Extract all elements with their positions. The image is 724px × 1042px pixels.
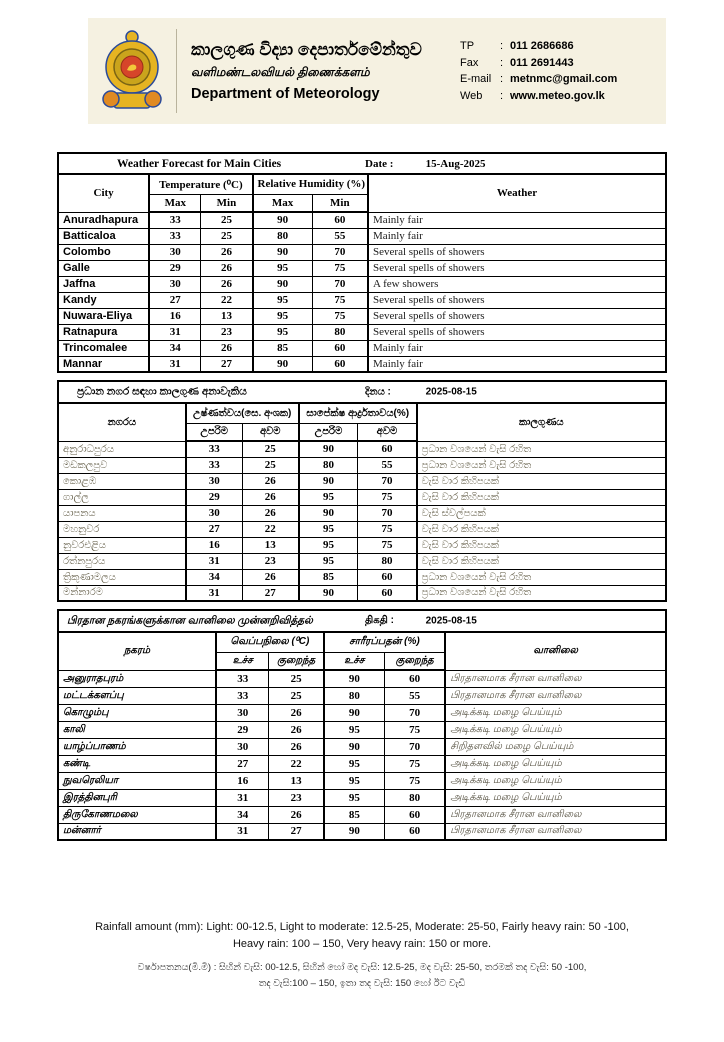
phone-number: 011 2686686 (510, 40, 574, 52)
table-row (58, 553, 666, 569)
rainfall-legend-english-line2: Heavy rain: 100 – 150, Very heavy rain: 150 or more. (232, 938, 492, 950)
temp-max-cell: 33 (149, 212, 201, 228)
humidity-min-cell: 60 (312, 340, 368, 356)
humidity-max-cell: 85 (253, 340, 313, 356)
weather-cell: Mainly fair (368, 340, 666, 356)
humidity-min-cell: 75 (358, 537, 417, 553)
table-row (58, 308, 666, 324)
humidity-min-cell: 75 (312, 292, 368, 308)
temp-min-cell: 22 (269, 755, 324, 772)
table-row (58, 738, 666, 755)
email-address: metnmc@gmail.com (510, 73, 618, 85)
humidity-min-cell: 60 (312, 212, 368, 228)
humidity-min-cell: 60 (384, 823, 445, 840)
temp-max-cell: 16 (149, 308, 201, 324)
contact-info (460, 38, 666, 104)
subheader-temp-min: අවම (242, 423, 299, 441)
temp-max-cell: 34 (186, 569, 243, 585)
date-value: 15-Aug-2025 (425, 157, 486, 170)
subheader-temp-min: Min (201, 194, 253, 212)
weather-cell: වැසි වාර කිහිපයක් (417, 553, 666, 569)
humidity-min-cell: 70 (384, 738, 445, 755)
temp-min-cell: 26 (269, 704, 324, 721)
city-cell: இரத்தினபுரி (58, 789, 216, 806)
humidity-min-cell: 80 (384, 789, 445, 806)
humidity-min-cell: 55 (384, 687, 445, 704)
temp-max-cell: 34 (216, 806, 269, 823)
weather-cell: වැසි වාර කිහිපයක් (417, 521, 666, 537)
temp-max-cell: 33 (216, 687, 269, 704)
temp-min-cell: 25 (242, 457, 299, 473)
humidity-max-cell: 80 (324, 687, 385, 704)
humidity-min-cell: 60 (384, 806, 445, 823)
humidity-max-cell: 90 (253, 244, 313, 260)
table-row (58, 772, 666, 789)
weather-cell: Several spells of showers (368, 308, 666, 324)
temp-max-cell: 30 (186, 473, 243, 489)
temp-min-cell: 23 (269, 789, 324, 806)
contact-label: E-mail (460, 73, 492, 85)
temp-min-cell: 13 (242, 537, 299, 553)
temp-max-cell: 30 (216, 738, 269, 755)
weather-cell: වැසි වාර කිහිපයක් (417, 489, 666, 505)
humidity-max-cell: 95 (299, 489, 358, 505)
table-row (58, 789, 666, 806)
table-title: Weather Forecast for Main Cities (117, 157, 282, 170)
table-row (58, 670, 666, 687)
table-row (58, 505, 666, 521)
temp-min-cell: 26 (242, 505, 299, 521)
humidity-max-cell: 80 (253, 228, 313, 244)
weather-cell: ප්‍රධාන වශයෙන් වැසි රහිත (417, 457, 666, 473)
humidity-max-cell: 85 (299, 569, 358, 585)
table-row (58, 721, 666, 738)
table-row (58, 260, 666, 276)
temp-max-cell: 27 (186, 521, 243, 537)
humidity-max-cell: 90 (253, 276, 313, 292)
humidity-max-cell: 95 (324, 721, 385, 738)
table-row (58, 356, 666, 372)
column-header-city: City (58, 174, 149, 212)
table-row (58, 489, 666, 505)
temp-min-cell: 25 (242, 441, 299, 457)
humidity-max-cell: 95 (299, 553, 358, 569)
humidity-max-cell: 90 (299, 585, 358, 601)
weather-cell: වැසි වාර කිහිපයක් (417, 473, 666, 489)
fax-number: 011 2691443 (510, 56, 574, 69)
subheader-humidity-min: Min (312, 194, 368, 212)
subheader-temp-min: குறைந்த (269, 652, 324, 670)
humidity-min-cell: 75 (312, 260, 368, 276)
temp-min-cell: 25 (201, 228, 253, 244)
humidity-max-cell: 90 (324, 704, 385, 721)
temp-min-cell: 26 (201, 260, 253, 276)
city-cell: Ratnapura (58, 324, 149, 340)
city-cell: Kandy (58, 292, 149, 308)
contact-tp (460, 38, 656, 55)
column-header-weather: வானிலை (445, 632, 666, 670)
column-header-weather: කාලගුණය (417, 403, 666, 441)
temp-max-cell: 31 (216, 823, 269, 840)
humidity-max-cell: 95 (299, 521, 358, 537)
department-title-english: Department of Meteorology (191, 85, 380, 102)
temp-min-cell: 25 (269, 670, 324, 687)
table-row (58, 521, 666, 537)
table-title-cell (58, 381, 666, 403)
weather-cell: அடிக்கடி மழை பெய்யும் (445, 772, 666, 789)
temp-max-cell: 33 (186, 457, 243, 473)
weather-cell: Several spells of showers (368, 244, 666, 260)
temp-max-cell: 33 (216, 670, 269, 687)
table-row (58, 212, 666, 228)
humidity-min-cell: 70 (384, 704, 445, 721)
table-row (58, 340, 666, 356)
humidity-max-cell: 80 (299, 457, 358, 473)
city-cell: ගාල්ල (58, 489, 186, 505)
humidity-max-cell: 95 (299, 537, 358, 553)
temp-min-cell: 26 (201, 340, 253, 356)
humidity-max-cell: 85 (324, 806, 385, 823)
temp-max-cell: 29 (216, 721, 269, 738)
city-cell: මන්නාරම (58, 585, 186, 601)
table-row (58, 228, 666, 244)
website-url: www.meteo.gov.lk (510, 89, 605, 102)
table-header-row (58, 632, 666, 652)
table-title-row (58, 610, 666, 632)
temp-max-cell: 16 (216, 772, 269, 789)
temp-min-cell: 26 (269, 721, 324, 738)
humidity-min-cell: 55 (312, 228, 368, 244)
humidity-max-cell: 90 (253, 356, 313, 372)
table-row (58, 473, 666, 489)
contact-email (460, 71, 656, 88)
table-header-row (58, 403, 666, 423)
temp-max-cell: 31 (186, 585, 243, 601)
table-row (58, 823, 666, 840)
city-cell: Batticaloa (58, 228, 149, 244)
weather-cell: சிறிதளவில் மழை பெய்யும் (445, 738, 666, 755)
temp-max-cell: 33 (149, 228, 201, 244)
city-cell: කොළඹ (58, 473, 186, 489)
temp-min-cell: 13 (269, 772, 324, 789)
temp-max-cell: 30 (186, 505, 243, 521)
city-cell: අනුරාධපුරය (58, 441, 186, 457)
city-cell: මඩකලපුව (58, 457, 186, 473)
humidity-max-cell: 90 (299, 441, 358, 457)
subheader-humidity-max: Max (253, 194, 313, 212)
table-row (58, 292, 666, 308)
table-header-row (58, 174, 666, 194)
table-row (58, 441, 666, 457)
humidity-max-cell: 95 (324, 789, 385, 806)
temp-max-cell: 27 (149, 292, 201, 308)
temp-max-cell: 33 (186, 441, 243, 457)
city-cell: Galle (58, 260, 149, 276)
humidity-min-cell: 75 (358, 489, 417, 505)
weather-cell: அடிக்கடி மழை பெய்யும் (445, 789, 666, 806)
forecast-table-english (57, 152, 667, 373)
humidity-max-cell: 90 (299, 473, 358, 489)
rainfall-legend-sinhala-line2: තද වැසි:100 – 150, ඉතා තද වැසි: 150 හෝ ඊට වැඩි (258, 978, 466, 989)
city-cell: Jaffna (58, 276, 149, 292)
humidity-min-cell: 75 (312, 308, 368, 324)
city-cell: யாழ்ப்பாணம் (58, 738, 216, 755)
humidity-min-cell: 70 (358, 473, 417, 489)
weather-cell: A few showers (368, 276, 666, 292)
date-label: Date : (365, 157, 394, 170)
table-row (58, 687, 666, 704)
humidity-max-cell: 95 (253, 308, 313, 324)
table-row (58, 806, 666, 823)
column-header-humidity: සාපේක්ෂ ආර්ද්‍රතාවය(%) (299, 403, 417, 423)
humidity-min-cell: 70 (358, 505, 417, 521)
temp-max-cell: 34 (149, 340, 201, 356)
department-logo sri-lanka-emblem-icon (100, 29, 164, 113)
contact-label: TP (460, 40, 475, 52)
temp-min-cell: 25 (269, 687, 324, 704)
humidity-min-cell: 80 (312, 324, 368, 340)
humidity-max-cell: 90 (324, 823, 385, 840)
weather-cell: Mainly fair (368, 212, 666, 228)
rainfall-legend (0, 919, 724, 992)
temp-min-cell: 26 (242, 569, 299, 585)
temp-max-cell: 31 (216, 789, 269, 806)
temp-min-cell: 26 (201, 276, 253, 292)
table-row (58, 457, 666, 473)
humidity-max-cell: 95 (253, 324, 313, 340)
date-value: 2025-08-15 (425, 615, 477, 627)
subheader-temp-max: Max (149, 194, 201, 212)
humidity-max-cell: 90 (324, 738, 385, 755)
humidity-min-cell: 60 (384, 670, 445, 687)
city-cell: திருகோணமலை (58, 806, 216, 823)
column-header-weather: Weather (368, 174, 666, 212)
table-row (58, 755, 666, 772)
humidity-min-cell: 75 (358, 521, 417, 537)
table-row (58, 244, 666, 260)
forecast-table-tamil (57, 609, 667, 841)
rainfall-legend-sinhala (0, 960, 724, 992)
subheader-temp-max: උපරිම (186, 423, 243, 441)
humidity-min-cell: 70 (312, 244, 368, 260)
temp-min-cell: 23 (201, 324, 253, 340)
contact-web (460, 88, 656, 105)
city-cell: යාපනය (58, 505, 186, 521)
table-row (58, 324, 666, 340)
weather-cell: වැසි වාර කිහිපයක් (417, 537, 666, 553)
weather-cell: பிரதானமாக சீரான வானிலை (445, 670, 666, 687)
column-header-temperature: උෂ්ණත්වය(සෙ. අංශක) (186, 403, 299, 423)
table-title-cell (58, 153, 666, 174)
temp-min-cell: 23 (242, 553, 299, 569)
temp-max-cell: 30 (216, 704, 269, 721)
department-title-tamil: வளிமண்டலவியல் திணைக்களம் (191, 64, 370, 79)
city-cell: கொழும்பு (58, 704, 216, 721)
city-cell: Nuwara-Eliya (58, 308, 149, 324)
weather-cell: அடிக்கடி மழை பெய்யும் (445, 704, 666, 721)
humidity-min-cell: 70 (312, 276, 368, 292)
humidity-max-cell: 95 (253, 292, 313, 308)
city-cell: கண்டி (58, 755, 216, 772)
temp-min-cell: 26 (201, 244, 253, 260)
humidity-min-cell: 75 (384, 755, 445, 772)
weather-cell: වැසි ස්වල්පයක් (417, 505, 666, 521)
humidity-max-cell: 90 (253, 212, 313, 228)
humidity-max-cell: 95 (253, 260, 313, 276)
contact-colon: : (500, 73, 504, 85)
humidity-min-cell: 80 (358, 553, 417, 569)
subheader-humidity-max: உச்ச (324, 652, 385, 670)
city-cell: மட்டக்களப்பு (58, 687, 216, 704)
header-band (88, 18, 666, 124)
subheader-temp-max: உச்ச (216, 652, 269, 670)
contact-fax (460, 55, 656, 72)
temp-max-cell: 31 (149, 356, 201, 372)
table-title-row (58, 381, 666, 403)
column-header-city: நகரம் (58, 632, 216, 670)
temp-max-cell: 30 (149, 276, 201, 292)
contact-label: Fax (460, 56, 479, 69)
weather-cell: Several spells of showers (368, 292, 666, 308)
humidity-max-cell: 95 (324, 755, 385, 772)
weather-cell: பிரதானமாக சீரான வானிலை (445, 687, 666, 704)
rainfall-legend-english (0, 919, 724, 953)
temp-min-cell: 25 (201, 212, 253, 228)
humidity-min-cell: 55 (358, 457, 417, 473)
weather-cell: பிரதானமாக சீரான வானிலை (445, 823, 666, 840)
city-cell: மன்னார் (58, 823, 216, 840)
department-titles (191, 38, 459, 105)
temp-min-cell: 26 (242, 473, 299, 489)
weather-cell: அடிக்கடி மழை பெய்யும் (445, 721, 666, 738)
temp-min-cell: 26 (242, 489, 299, 505)
humidity-min-cell: 60 (358, 585, 417, 601)
table-title-row (58, 153, 666, 174)
city-cell: அனுராதபுரம் (58, 670, 216, 687)
table-title: ප්‍රධාන නගර සඳහා කාලගුණ අනාවැකිය (77, 385, 247, 398)
table-title: பிரதான நகரங்களுக்கான வானிலை முன்னறிவித்தல் (67, 614, 313, 627)
column-header-city: නගරය (58, 403, 186, 441)
temp-min-cell: 27 (242, 585, 299, 601)
city-cell: නුවරඑළිය (58, 537, 186, 553)
table-row (58, 537, 666, 553)
contact-colon: : (500, 89, 504, 102)
department-title-sinhala: කාලගුණ විද්‍යා දෙපාර්තමේන්තුව (191, 39, 422, 59)
weather-cell: Several spells of showers (368, 324, 666, 340)
temp-min-cell: 22 (242, 521, 299, 537)
humidity-min-cell: 75 (384, 721, 445, 738)
weather-cell: ප්‍රධාන වශයෙන් වැසි රහිත (417, 585, 666, 601)
temp-min-cell: 27 (201, 356, 253, 372)
humidity-min-cell: 60 (358, 441, 417, 457)
temp-max-cell: 31 (149, 324, 201, 340)
weather-cell: ප්‍රධාන වශයෙන් වැසි රහිත (417, 441, 666, 457)
humidity-max-cell: 90 (299, 505, 358, 521)
temp-min-cell: 26 (269, 738, 324, 755)
temp-max-cell: 16 (186, 537, 243, 553)
subheader-humidity-min: අවම (358, 423, 417, 441)
rainfall-legend-sinhala-line1: වර්ෂාපතනය(මි.මී) : සිහින් වැසි: 00-12.5, සිහින් හෝ මද වැසි: 12.5-25, මද වැසි: 25-50, තරමක් තද වැසි: 50 -100, (137, 962, 587, 973)
humidity-min-cell: 75 (384, 772, 445, 789)
humidity-min-cell: 60 (312, 356, 368, 372)
date-value: 2025-08-15 (425, 386, 477, 398)
subheader-humidity-min: குறைந்த (384, 652, 445, 670)
temp-min-cell: 22 (201, 292, 253, 308)
date-label: දිනය : (365, 386, 391, 398)
temp-max-cell: 27 (216, 755, 269, 772)
city-cell: காலி (58, 721, 216, 738)
weather-cell: Mainly fair (368, 228, 666, 244)
temp-max-cell: 29 (186, 489, 243, 505)
city-cell: நுவரெலியா (58, 772, 216, 789)
contact-label: Web (460, 89, 483, 102)
table-row (58, 704, 666, 721)
humidity-min-cell: 60 (358, 569, 417, 585)
temp-min-cell: 27 (269, 823, 324, 840)
city-cell: Colombo (58, 244, 149, 260)
column-header-humidity: Relative Humidity (%) (253, 174, 369, 194)
city-cell: Anuradhapura (58, 212, 149, 228)
temp-min-cell: 26 (269, 806, 324, 823)
rainfall-legend-english-line1: Rainfall amount (mm): Light: 00-12.5, Light to moderate: 12.5-25, Moderate: 25-50, Fairly heavy rain: 50 -100, (95, 921, 629, 933)
temp-max-cell: 30 (149, 244, 201, 260)
contact-colon: : (500, 56, 504, 69)
subheader-humidity-max: උපරිම (299, 423, 358, 441)
city-cell: Trincomalee (58, 340, 149, 356)
temp-min-cell: 13 (201, 308, 253, 324)
weather-cell: Several spells of showers (368, 260, 666, 276)
city-cell: මහනුවර (58, 521, 186, 537)
city-cell: Mannar (58, 356, 149, 372)
header-divider (176, 29, 177, 113)
table-row (58, 276, 666, 292)
weather-cell: Mainly fair (368, 356, 666, 372)
forecast-table-sinhala (57, 380, 667, 602)
column-header-temperature: வெப்பநிலை (⁰C) (216, 632, 324, 652)
humidity-max-cell: 90 (324, 670, 385, 687)
weather-cell: பிரதானமாக சீரான வானிலை (445, 806, 666, 823)
weather-cell: ප්‍රධාන වශයෙන් වැසි රහිත (417, 569, 666, 585)
column-header-humidity: சாரீரப்பதன் (%) (324, 632, 446, 652)
temp-max-cell: 29 (149, 260, 201, 276)
city-cell: රත්නපුරය (58, 553, 186, 569)
city-cell: ත්‍රිකුණාමලය (58, 569, 186, 585)
humidity-max-cell: 95 (324, 772, 385, 789)
table-title-cell (58, 610, 666, 632)
contact-colon: : (500, 40, 504, 52)
date-label: திகதி : (365, 615, 394, 626)
weather-cell: அடிக்கடி மழை பெய்யும் (445, 755, 666, 772)
temp-max-cell: 31 (186, 553, 243, 569)
table-row (58, 569, 666, 585)
column-header-temperature: Temperature (⁰C) (149, 174, 252, 194)
table-row (58, 585, 666, 601)
